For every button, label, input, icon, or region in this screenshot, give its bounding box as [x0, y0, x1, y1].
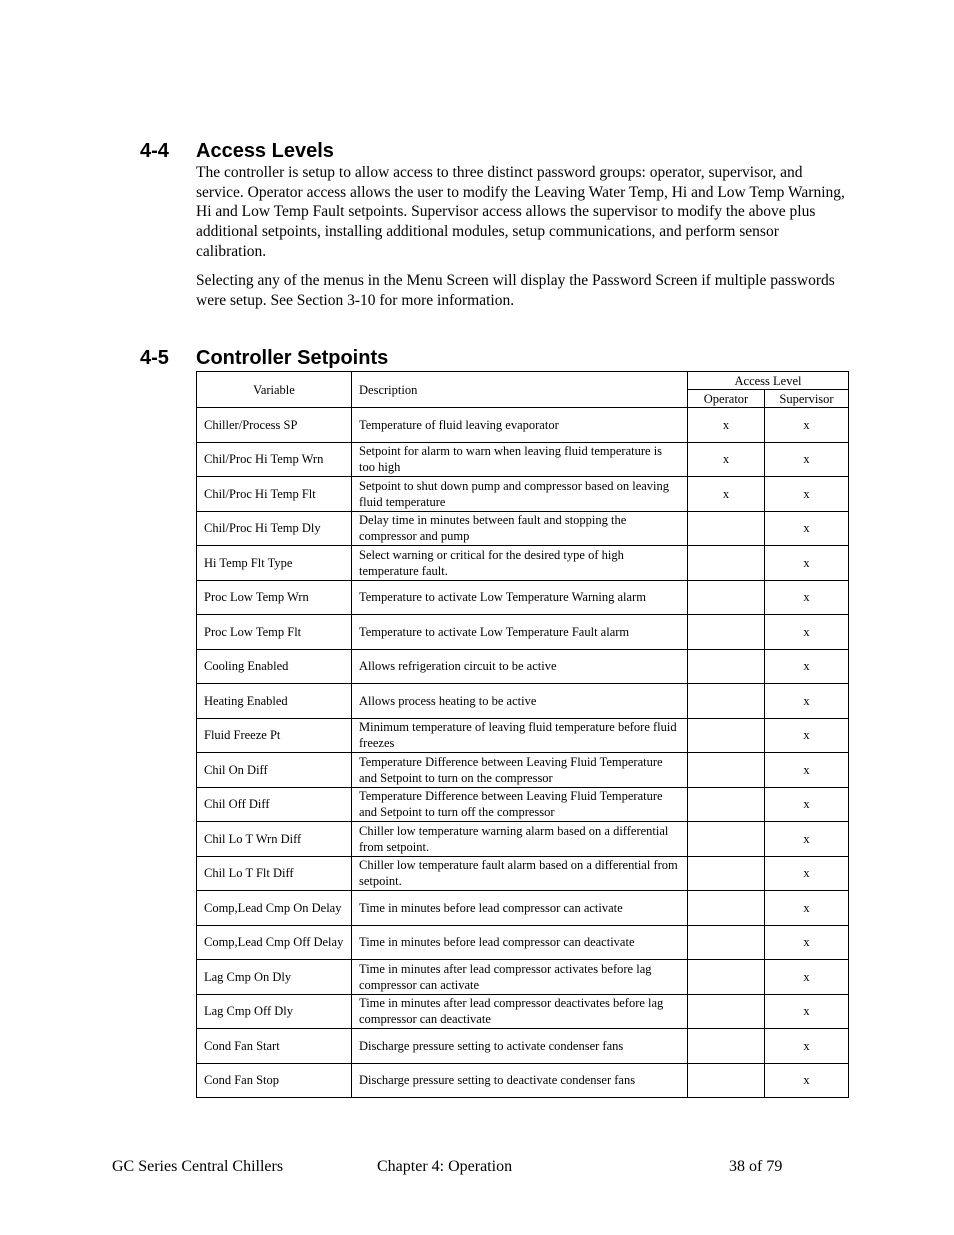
section-heading-access-levels — [140, 140, 334, 162]
description-cell: Allows process heating to be active — [352, 684, 688, 719]
operator-access-cell — [688, 856, 765, 891]
table-row — [197, 649, 849, 684]
supervisor-access-cell: x — [765, 546, 849, 581]
variable-cell: Heating Enabled — [197, 684, 352, 719]
variable-cell: Chiller/Process SP — [197, 408, 352, 443]
supervisor-access-cell: x — [765, 649, 849, 684]
supervisor-access-cell: x — [765, 1063, 849, 1098]
operator-access-cell — [688, 994, 765, 1029]
table-row — [197, 580, 849, 615]
section-title: Access Levels — [196, 140, 334, 162]
operator-access-cell — [688, 891, 765, 926]
operator-access-cell — [688, 511, 765, 546]
operator-access-cell — [688, 580, 765, 615]
supervisor-access-cell: x — [765, 477, 849, 512]
operator-access-cell — [688, 684, 765, 719]
variable-cell: Lag Cmp On Dly — [197, 960, 352, 995]
operator-access-cell — [688, 960, 765, 995]
description-cell: Setpoint to shut down pump and compressor based on leaving fluid temperature — [352, 477, 688, 512]
variable-cell: Chil Lo T Flt Diff — [197, 856, 352, 891]
variable-cell: Cond Fan Start — [197, 1029, 352, 1064]
operator-access-cell — [688, 718, 765, 753]
supervisor-access-cell: x — [765, 684, 849, 719]
description-cell: Discharge pressure setting to deactivate condenser fans — [352, 1063, 688, 1098]
variable-cell: Chil Off Diff — [197, 787, 352, 822]
table-row — [197, 1029, 849, 1064]
variable-cell: Lag Cmp Off Dly — [197, 994, 352, 1029]
variable-cell: Chil/Proc Hi Temp Dly — [197, 511, 352, 546]
description-cell: Time in minutes after lead compressor deactivates before lag compressor can deactivate — [352, 994, 688, 1029]
supervisor-access-cell: x — [765, 511, 849, 546]
section-heading-controller-setpoints — [140, 347, 388, 369]
operator-access-cell: x — [688, 408, 765, 443]
supervisor-access-cell: x — [765, 408, 849, 443]
supervisor-access-cell: x — [765, 1029, 849, 1064]
table-row — [197, 960, 849, 995]
description-cell: Temperature of fluid leaving evaporator — [352, 408, 688, 443]
header-description: Description — [352, 372, 688, 408]
table-row — [197, 856, 849, 891]
setpoints-table — [196, 371, 849, 1098]
variable-cell: Comp,Lead Cmp Off Delay — [197, 925, 352, 960]
operator-access-cell — [688, 649, 765, 684]
description-cell: Allows refrigeration circuit to be active — [352, 649, 688, 684]
supervisor-access-cell: x — [765, 891, 849, 926]
header-operator: Operator — [688, 390, 765, 408]
operator-access-cell: x — [688, 477, 765, 512]
section-number: 4-4 — [140, 140, 169, 162]
supervisor-access-cell: x — [765, 822, 849, 857]
table-row — [197, 753, 849, 788]
description-cell: Chiller low temperature fault alarm based on a differential from setpoint. — [352, 856, 688, 891]
variable-cell: Chil Lo T Wrn Diff — [197, 822, 352, 857]
supervisor-access-cell: x — [765, 442, 849, 477]
table-row — [197, 925, 849, 960]
description-cell: Delay time in minutes between fault and stopping the compressor and pump — [352, 511, 688, 546]
variable-cell: Chil On Diff — [197, 753, 352, 788]
supervisor-access-cell: x — [765, 615, 849, 650]
description-cell: Setpoint for alarm to warn when leaving fluid temperature is too high — [352, 442, 688, 477]
variable-cell: Chil/Proc Hi Temp Flt — [197, 477, 352, 512]
header-variable: Variable — [197, 372, 352, 408]
table-row — [197, 408, 849, 443]
supervisor-access-cell: x — [765, 856, 849, 891]
footer-document-title: GC Series Central Chillers — [112, 1158, 284, 1175]
variable-cell: Hi Temp Flt Type — [197, 546, 352, 581]
variable-cell: Comp,Lead Cmp On Delay — [197, 891, 352, 926]
section-number: 4-5 — [140, 347, 169, 369]
supervisor-access-cell: x — [765, 787, 849, 822]
table-row — [197, 684, 849, 719]
description-cell: Temperature to activate Low Temperature Warning alarm — [352, 580, 688, 615]
footer-page-number: 38 of 79 — [729, 1158, 783, 1175]
description-cell: Chiller low temperature warning alarm based on a differential from setpoint. — [352, 822, 688, 857]
table-row — [197, 822, 849, 857]
table-row — [197, 994, 849, 1029]
header-supervisor: Supervisor — [765, 390, 849, 408]
description-cell: Temperature Difference between Leaving Fluid Temperature and Setpoint to turn on the compressor — [352, 753, 688, 788]
table-row — [197, 511, 849, 546]
description-cell: Time in minutes before lead compressor can deactivate — [352, 925, 688, 960]
operator-access-cell — [688, 925, 765, 960]
description-cell: Select warning or critical for the desired type of high temperature fault. — [352, 546, 688, 581]
section-title: Controller Setpoints — [196, 347, 389, 369]
supervisor-access-cell: x — [765, 960, 849, 995]
table-row — [197, 718, 849, 753]
description-cell: Time in minutes after lead compressor activates before lag compressor can activate — [352, 960, 688, 995]
variable-cell: Proc Low Temp Flt — [197, 615, 352, 650]
operator-access-cell — [688, 615, 765, 650]
description-cell: Temperature Difference between Leaving Fluid Temperature and Setpoint to turn off the compressor — [352, 787, 688, 822]
table-row — [197, 442, 849, 477]
access-levels-paragraph-1: The controller is setup to allow access to three distinct password groups: operator, supervisor, and service. Operator access allows the user to modify the Leaving Water Temp, Hi and Low Temp Warning, Hi and Low Temp Fault setpoints. Supervisor access allows the supervisor to modify the above plus additional setpoints, installing additional modules, setup communications, and perform sensor calibration. — [196, 164, 845, 260]
table-row — [197, 1063, 849, 1098]
table-row — [197, 615, 849, 650]
variable-cell: Proc Low Temp Wrn — [197, 580, 352, 615]
description-cell: Minimum temperature of leaving fluid temperature before fluid freezes — [352, 718, 688, 753]
supervisor-access-cell: x — [765, 580, 849, 615]
footer-chapter: Chapter 4: Operation — [377, 1158, 513, 1175]
operator-access-cell: x — [688, 442, 765, 477]
table-row — [197, 891, 849, 926]
operator-access-cell — [688, 822, 765, 857]
variable-cell: Cooling Enabled — [197, 649, 352, 684]
table-row — [197, 787, 849, 822]
table-row — [197, 546, 849, 581]
setpoints-table-body — [197, 408, 849, 1098]
table-row — [197, 477, 849, 512]
supervisor-access-cell: x — [765, 925, 849, 960]
supervisor-access-cell: x — [765, 753, 849, 788]
operator-access-cell — [688, 1063, 765, 1098]
variable-cell: Chil/Proc Hi Temp Wrn — [197, 442, 352, 477]
access-levels-paragraph-2: Selecting any of the menus in the Menu Screen will display the Password Screen if multiple passwords were setup. See Section 3-10 for more information. — [196, 272, 835, 309]
variable-cell: Fluid Freeze Pt — [197, 718, 352, 753]
supervisor-access-cell: x — [765, 994, 849, 1029]
description-cell: Time in minutes before lead compressor can activate — [352, 891, 688, 926]
variable-cell: Cond Fan Stop — [197, 1063, 352, 1098]
supervisor-access-cell: x — [765, 718, 849, 753]
header-access-level: Access Level — [688, 372, 849, 390]
operator-access-cell — [688, 787, 765, 822]
description-cell: Temperature to activate Low Temperature Fault alarm — [352, 615, 688, 650]
description-cell: Discharge pressure setting to activate condenser fans — [352, 1029, 688, 1064]
operator-access-cell — [688, 753, 765, 788]
operator-access-cell — [688, 1029, 765, 1064]
operator-access-cell — [688, 546, 765, 581]
